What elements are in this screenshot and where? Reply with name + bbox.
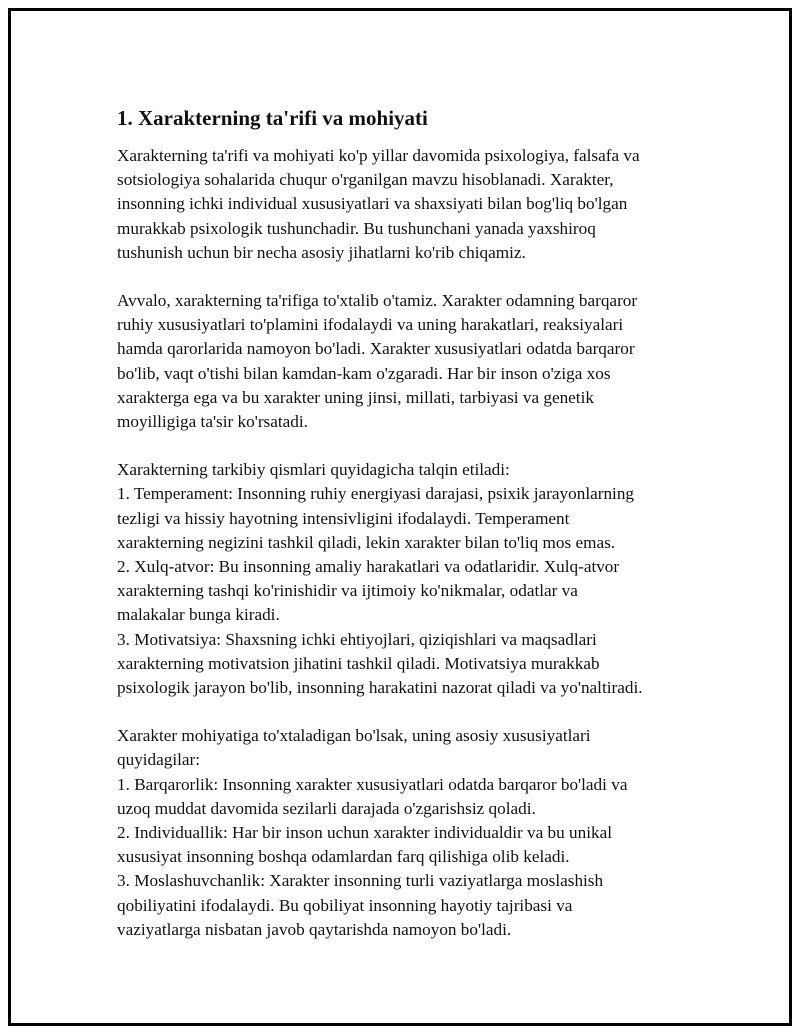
text-line: hamda qarorlarida namoyon bo'ladi. Xarakter xususiyatlari odatda barqaror [117,339,635,359]
text-line: Xarakterning ta'rifi va mohiyati ko'p yillar davomida psixologiya, falsafa va [117,146,640,165]
text-line: uzoq muddat davomida sezilarli darajada o'zgarishsiz qoladi. [117,798,536,818]
text-line: xususiyat insonning boshqa odamlardan farq qilishiga olib keladi. [117,847,570,867]
text-line: ruhiy xususiyatlari to'plamini ifodalaydi va uning harakatlari, reaksiyalari [117,315,624,335]
paragraph [117,289,707,434]
text-line: vaziyatlarga nisbatan javob qaytarishda namoyon bo'ladi. [117,919,512,939]
text-line: tezligi va hissiy hayotning intensivligini ifodalaydi. Temperament [117,508,570,528]
text-line: 3. Motivatsiya: Shaxsning ichki ehtiyojlari, qiziqishlari va maqsadlari [117,629,597,649]
page-frame [8,8,792,1026]
text-line: Xarakterning tarkibiy qismlari quyidagicha talqin etiladi: [117,460,510,480]
text-line: bo'lib, vaqt o'tishi bilan kamdan-kam o'zgaradi. Har bir inson o'ziga xos [117,363,611,383]
text-line: moyilligiga ta'sir ko'rsatadi. [117,412,308,432]
paragraph [117,144,707,265]
text-line: 1. Barqarorlik: Insonning xarakter xususiyatlari odatda barqaror bo'ladi va [117,774,628,794]
text-line: xarakterning tashqi ko'rinishidir va ijtimoiy ko'nikmalar, odatlar va [117,581,578,601]
text-line: xarakterga ega va bu xarakter uning jinsi, millati, tarbiyasi va genetik [117,387,594,407]
paragraph [117,724,707,942]
text-line: 3. Moslashuvchanlik: Xarakter insonning turli vaziyatlarga moslashish [117,871,604,891]
text-line: murakkab psixologik tushunchadir. Bu tushunchani yanada yaxshiroq [117,218,596,238]
text-line: insonning ichki individual xususiyatlari va shaxsiyati bilan bog'liq bo'lgan [117,194,628,214]
text-line: 2. Individuallik: Har bir inson uchun xarakter individualdir va bu unikal [117,823,612,843]
text-line: qobiliyatini ifodalaydi. Bu qobiliyat insonning hayotiy tajribasi va [117,895,573,915]
text-line: 2. Xulq-atvor: Bu insonning amaliy harakatlari va odatlaridir. Xulq-atvor [117,557,620,577]
text-line: xarakterning negizini tashkil qiladi, lekin xarakter bilan to'liq mos emas. [117,532,616,552]
text-line: psixologik jarayon bo'lib, insonning harakatini nazorat qiladi va yo'naltiradi. [117,678,643,698]
text-line: Avvalo, xarakterning ta'rifiga to'xtalib o'tamiz. Xarakter odamning barqaror [117,291,638,311]
text-line: xarakterning motivatsion jihatini tashkil qiladi. Motivatsiya murakkab [117,653,600,673]
section-title: 1. Xarakterning ta'rifi va mohiyati [117,106,428,130]
document-content [117,105,707,966]
text-line: Xarakter mohiyatiga to'xtaladigan bo'lsak, uning asosiy xususiyatlari [117,726,591,746]
text-line: malakalar bunga kiradi. [117,605,280,625]
text-line: 1. Temperament: Insonning ruhiy energiyasi darajasi, psixik jarayonlarning [117,484,634,504]
text-line: sotsiologiya sohalarida chuqur o'rganilgan mavzu hisoblanadi. Xarakter, [117,170,614,190]
text-line: quyidagilar: [117,750,201,770]
paragraph [117,458,707,700]
paragraphs-container [117,144,707,942]
text-line: tushunish uchun bir necha asosiy jihatlarni ko'rib chiqamiz. [117,242,526,262]
